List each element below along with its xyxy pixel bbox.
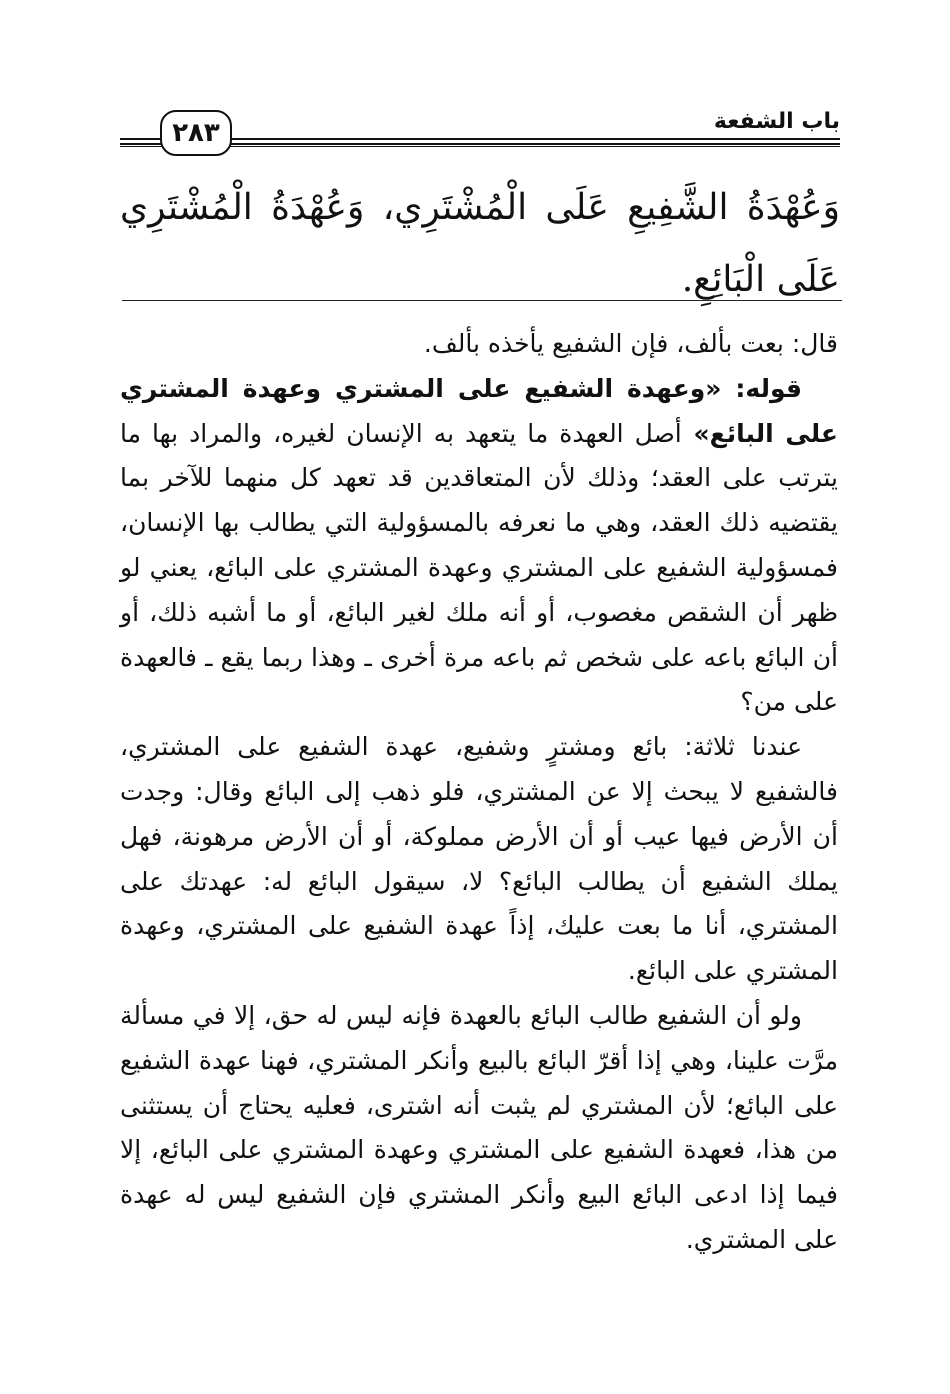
- footnote-divider: [122, 300, 842, 301]
- commentary-paragraph: ولو أن الشفيع طالب البائع بالعهدة فإنه ليس له حق، إلا في مسألة مرَّت علينا، وهي إذا أقرّ البائع بالبيع وأنكر المشتري، فهنا عهدة الشفيع على البائع؛ لأن المشتري لم يثبت أنه اشترى، فعليه يحتاج أن يستثنى من هذا، فعهدة الشفيع على المشتري وعهدة المشتري على البائع، إلا فيما إذا ادعى البائع البيع وأنكر المشتري فإن الشفيع ليس له عهدة على المشتري.: [120, 1000, 838, 1254]
- quote-label: قوله:: [735, 373, 802, 403]
- commentary-paragraph: عندنا ثلاثة: بائع ومشترٍ وشفيع، عهدة الشفيع على المشتري، فالشفيع لا يبحث إلا عن المشتري، فلو ذهب إلى البائع وقال: وجدت أن الأرض فيها عيب أو أن الأرض مملوكة، أو أن الأرض مرهونة، فهل يملك الشفيع أن يطالب البائع؟ لا، سيقول البائع له: عهدتك على المشتري، أنا ما بعت عليك، إذاً عهدة الشفيع على المشتري، وعهدة المشتري على البائع.: [120, 732, 838, 986]
- page-number: ٢٨٣: [160, 110, 232, 156]
- commentary-text: أصل العهدة ما يتعهد به الإنسان لغيره، والمراد بها ما يترتب على العقد؛ وذلك لأن المتعاقدين قد تعهد كل منهما للآخر بما يقتضيه ذلك العقد، وهي ما نعرفه بالمسؤولية التي يطالب بها الإنسان، فمسؤولية الشفيع على المشتري وعهدة المشتري على البائع، يعني لو ظهر أن الشقص مغصوب، أو أنه ملك لغير البائع، أو ما أشبه ذلك، أو أن البائع باعه على شخص ثم باعه مرة أخرى ـ وهذا ربما يقع ـ فالعهدة على من؟: [120, 418, 838, 717]
- chapter-title: باب الشفعة: [706, 108, 840, 136]
- quoted-matn: «وعهدة الشفيع على المشتري وعهدة المشتري على البائع»: [120, 373, 839, 448]
- commentary-paragraph: قال: بعت بألف، فإن الشفيع يأخذه بألف.: [423, 329, 838, 358]
- commentary-paragraph: [120, 367, 838, 725]
- commentary: [120, 322, 838, 1263]
- matn-text: وَعُهْدَةُ الشَّفِيعِ عَلَى الْمُشْتَرِي، وَعُهْدَةُ الْمُشْتَرِي عَلَى الْبَائِعِ.: [120, 187, 840, 300]
- page-header: [120, 108, 840, 158]
